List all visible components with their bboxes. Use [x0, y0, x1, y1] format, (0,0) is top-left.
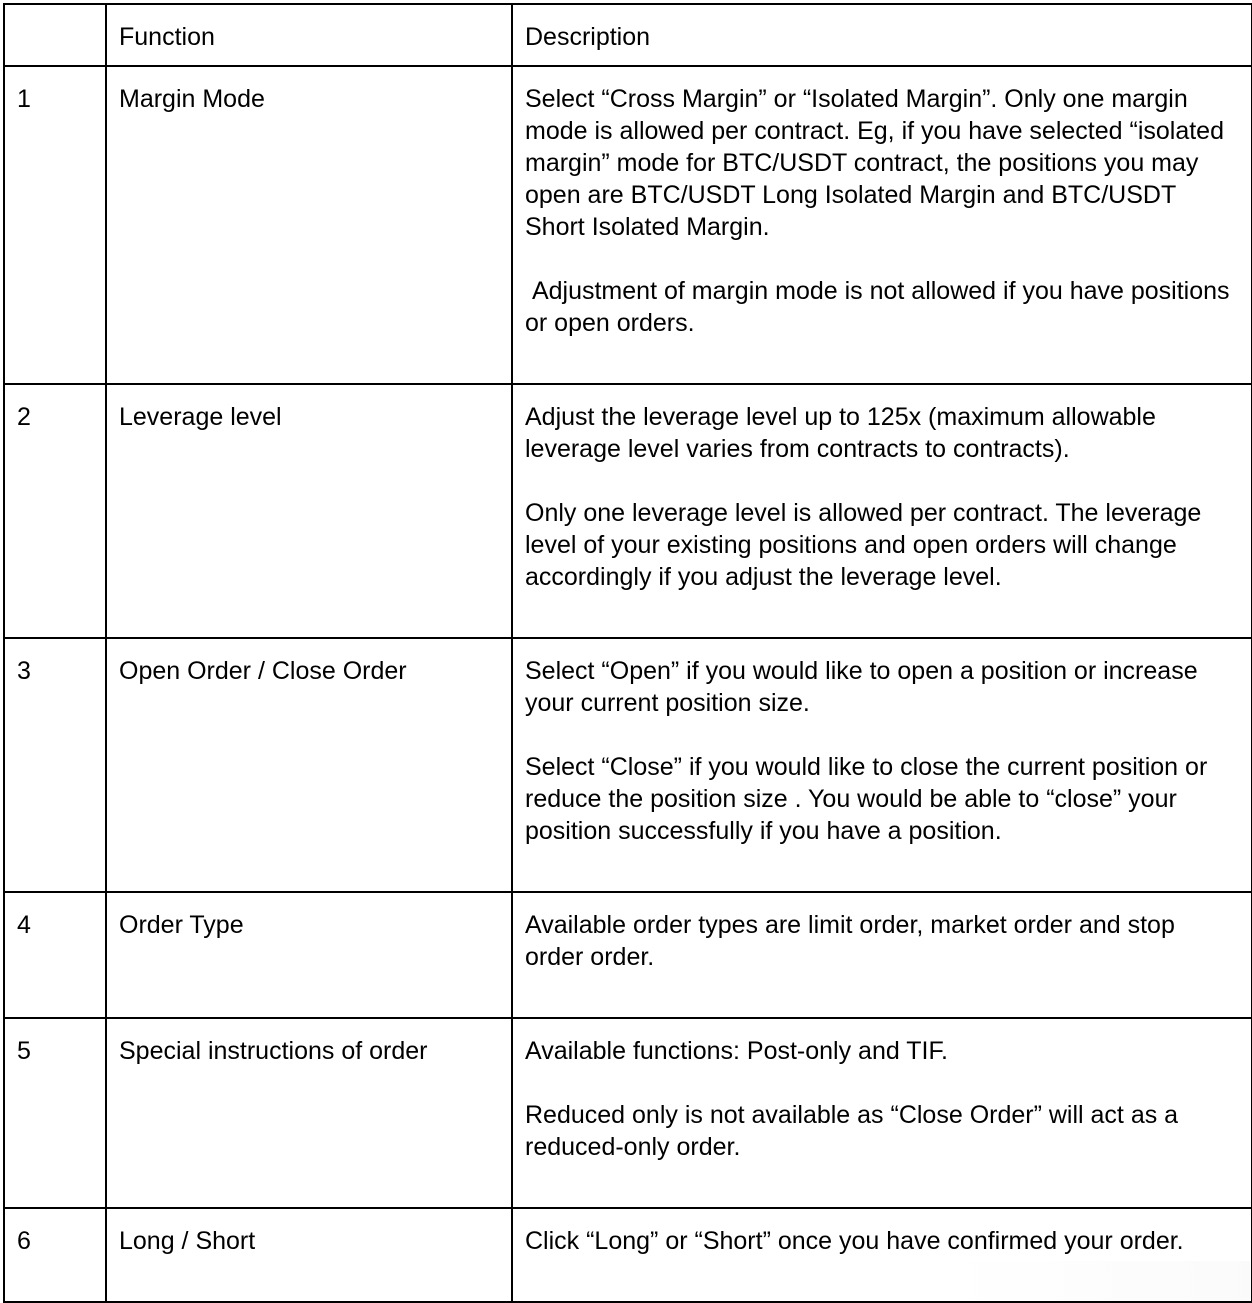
table-row	[4, 384, 1252, 638]
table-row	[4, 892, 1252, 1018]
description-paragraph: Select “Close” if you would like to close the current position or reduce the position size . You would be able to “close” your position successfully if you have a position.	[525, 753, 1215, 845]
description-cell	[512, 384, 1252, 638]
header-number	[4, 4, 106, 66]
table-row	[4, 1018, 1252, 1208]
description-paragraph: Reduced only is not available as “Close Order” will act as a reduced-only order.	[525, 1101, 1186, 1161]
description-cell	[512, 892, 1252, 1018]
function-cell: Margin Mode	[106, 66, 512, 384]
header-description: Description	[512, 4, 1252, 66]
row-number: 6	[4, 1208, 106, 1302]
description-cell	[512, 1208, 1252, 1302]
description-paragraph: Available functions: Post-only and TIF.	[525, 1037, 948, 1065]
table-row	[4, 66, 1252, 384]
function-cell: Special instructions of order	[106, 1018, 512, 1208]
description-cell	[512, 638, 1252, 892]
description-paragraph: Click “Long” or “Short” once you have confirmed your order.	[525, 1227, 1184, 1255]
description-paragraph: Adjust the leverage level up to 125x (maximum allowable leverage level varies from contracts to contracts).	[525, 403, 1163, 463]
function-cell: Long / Short	[106, 1208, 512, 1302]
table-header-row	[4, 4, 1252, 66]
function-description-table	[3, 3, 1252, 1303]
description-paragraph: Only one leverage level is allowed per contract. The leverage level of your existing positions and open orders will change accordingly if you adjust the leverage level.	[525, 499, 1209, 591]
row-number: 3	[4, 638, 106, 892]
description-paragraph: Select “Open” if you would like to open a position or increase your current position size.	[525, 657, 1205, 717]
header-function: Function	[106, 4, 512, 66]
function-cell: Order Type	[106, 892, 512, 1018]
description-cell	[512, 66, 1252, 384]
table-row	[4, 638, 1252, 892]
function-cell: Leverage level	[106, 384, 512, 638]
description-paragraph: Available order types are limit order, market order and stop order order.	[525, 911, 1182, 971]
table-row	[4, 1208, 1252, 1302]
description-paragraph: Select “Cross Margin” or “Isolated Margin”. Only one margin mode is allowed per contract. Eg, if you have selected “isolated margin” mode for BTC/USDT contract, the positions you may open are BTC/USDT Long Isolated Margin and BTC/USDT Short Isolated Margin.	[525, 85, 1231, 241]
description-cell	[512, 1018, 1252, 1208]
function-cell: Open Order / Close Order	[106, 638, 512, 892]
row-number: 1	[4, 66, 106, 384]
row-number: 5	[4, 1018, 106, 1208]
row-number: 4	[4, 892, 106, 1018]
description-paragraph: Adjustment of margin mode is not allowed if you have positions or open orders.	[525, 277, 1237, 337]
row-number: 2	[4, 384, 106, 638]
